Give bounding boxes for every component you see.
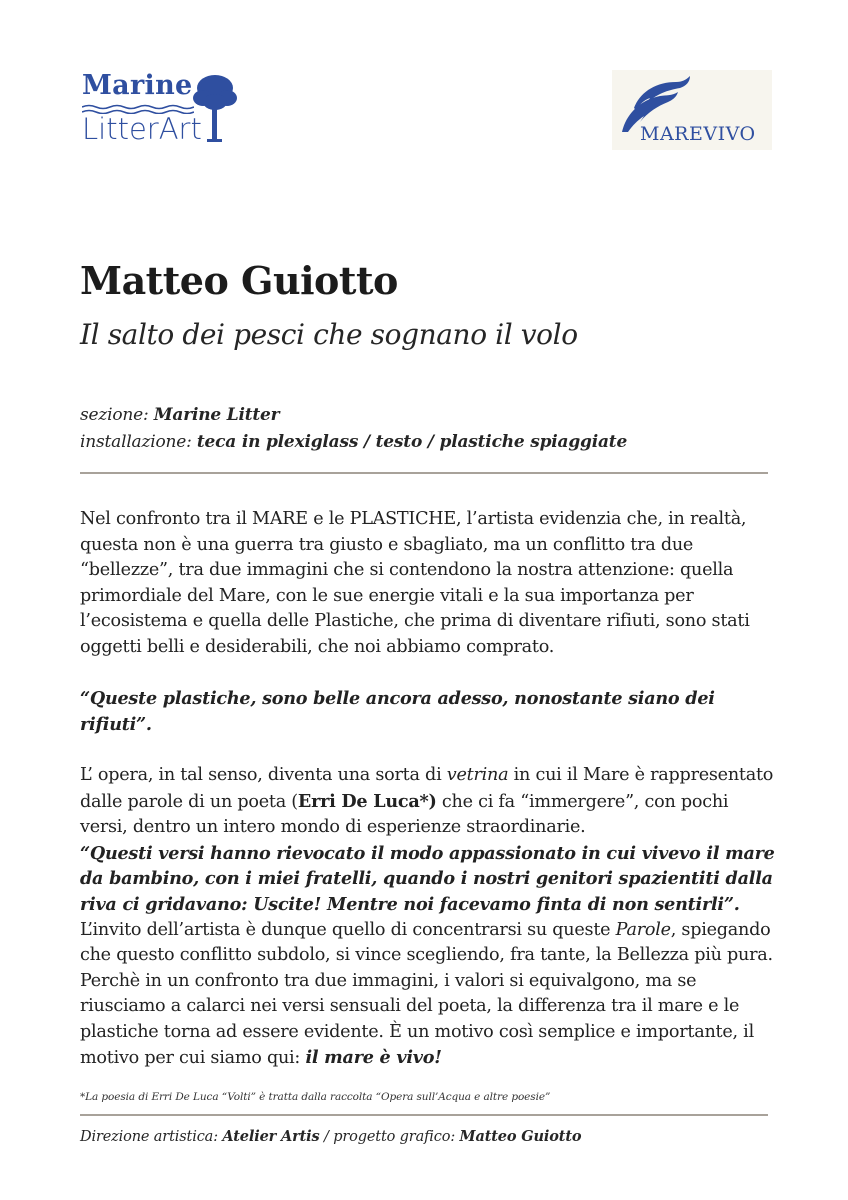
quote-1: “Queste plastiche, sono belle ancora adesso, nonostante siano dei rifiuti”. <box>80 688 715 735</box>
p2-text-b: in cui il Mare è rappresentato dalle parole di un poeta ( <box>80 764 774 812</box>
p2-poet-name: Erri De Luca*) <box>297 790 437 812</box>
installation-label: installazione <box>80 432 187 452</box>
divider-bottom <box>80 1114 768 1116</box>
p4-text-a: Perchè in un confronto tra due immagini, i valori si equivalgono, ma se riusciamo a calarci nei versi sensuali del poeta, la differenza tra il mare e le plastiche torna ad essere evidente. È un motivo così semplice e importante, il motivo per cui siamo qui: <box>80 970 754 1069</box>
paragraph-3 <box>80 918 780 969</box>
p2-text-c: che ci fa “immergere”, con pochi versi, dentro un intero mondo di esperienze straordinarie. <box>80 791 729 838</box>
design-label: progetto grafico <box>333 1129 451 1145</box>
installation-line: installazione: teca in plexiglass / testo / plastiche spiaggiate <box>80 432 628 452</box>
p3-text-b: , spiegando che questo conflitto subdolo, si vince scegliendo, fra tante, la Bellezza più pura. <box>80 919 773 966</box>
paragraph-1: Nel confronto tra il MARE e le PLASTICHE, l’artista evidenzia che, in realtà, questa non è una guerra tra giusto e sbagliato, ma un conflitto tra due “bellezze”, tra due immagini che si contendono la nostra attenzione: quella primordiale del Mare, con le sue energie vitali e la sua importanza per l’ecosistema e quella delle Plastiche, che prima di diventare rifiuti, sono stati oggetti belli e desiderabili, che noi abbiamo comprato. <box>80 509 750 657</box>
p4-closing: il mare è vivo! <box>305 1047 442 1069</box>
section-label: sezione <box>80 405 144 425</box>
p2-emphasis: vetrina <box>446 764 509 785</box>
footnote: *La poesia di Erri De Luca “Volti” è tratta dalla raccolta “Opera sull’Acqua e altre poesie” <box>80 1091 551 1103</box>
direction-label: Direzione artistica <box>80 1129 214 1145</box>
quote-2: “Questi versi hanno rievocato il modo appassionato in cui vivevo il mare da bambino, con i miei fratelli, quando i nostri genitori spazientiti dalla riva ci gridavano: Uscite! Mentre noi facevamo finta di non sentirli”. <box>80 842 775 915</box>
section-line: sezione: Marine Litter <box>80 405 280 425</box>
marine-litterart-logo <box>80 68 240 148</box>
p3-text-a: L’invito dell’artista è dunque quello di concentrarsi su queste <box>80 919 616 940</box>
direction-value: Atelier Artis <box>222 1128 320 1145</box>
installation-value: teca in plexiglass / testo / plastiche spiaggiate <box>196 432 628 452</box>
p2-text-a: L’ opera, in tal senso, diventa una sorta di <box>80 764 447 785</box>
design-value: Matteo Guiotto <box>459 1128 582 1145</box>
paragraph-4 <box>80 969 780 1072</box>
marevivo-logo <box>612 70 772 150</box>
page-title: Matteo Guiotto <box>80 258 398 303</box>
marevivo-brand-text: MAREVIVO <box>640 123 756 145</box>
credits-line: Direzione artistica: Atelier Artis / progetto grafico: Matteo Guiotto <box>80 1128 582 1145</box>
logo-litterart-text: LitterArt <box>82 112 202 146</box>
divider-top <box>80 472 768 474</box>
body-text <box>80 507 780 1072</box>
section-value: Marine Litter <box>153 405 280 425</box>
page-subtitle: Il salto dei pesci che sognano il volo <box>80 318 578 351</box>
paragraph-2 <box>80 763 780 841</box>
p3-emphasis: Parole <box>615 919 671 940</box>
logo-marine-text: Marine <box>82 70 193 101</box>
tree-icon <box>193 72 237 144</box>
